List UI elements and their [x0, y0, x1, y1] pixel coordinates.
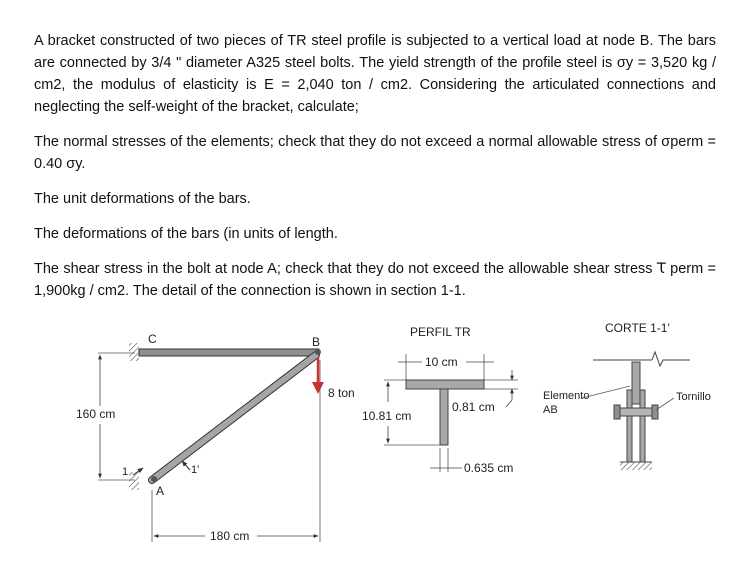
problem-paragraph-unit-deformations: The unit deformations of the bars.: [34, 191, 251, 207]
node-c-label: C: [148, 332, 157, 346]
pin-b: [315, 349, 321, 355]
bolt-label: Tornillo: [676, 391, 711, 403]
tr-profile-diagram: [362, 325, 518, 475]
load-arrow-head: [312, 382, 324, 394]
load-label: 8 ton: [328, 386, 355, 400]
web-thickness-label: 0.635 cm: [464, 461, 514, 475]
bolt: [618, 408, 654, 416]
section-mark-1p: 1': [191, 464, 200, 476]
bar-cb: [139, 349, 319, 356]
section-title: CORTE 1-1': [605, 321, 670, 335]
section-mark-1: 1: [122, 466, 129, 478]
profile-depth-label: 10.81 cm: [362, 409, 412, 423]
section-detail-diagram: [543, 321, 711, 470]
problem-paragraph-deformations: The deformations of the bars (in units of length.: [34, 226, 338, 242]
node-a-label: A: [156, 484, 165, 498]
break-line: [652, 352, 690, 366]
section-line-1p: [182, 461, 190, 470]
profile-flange: [406, 380, 484, 389]
problem-paragraph-stresses: The normal stresses of the elements; check that they do not exceed a normal allowable stress of σperm = 0.40 σy.: [34, 134, 716, 172]
flange-thickness-label: 0.81 cm: [452, 400, 495, 414]
profile-title: PERFIL TR: [410, 325, 471, 339]
bolt-head: [614, 405, 620, 419]
pin-a: [151, 476, 157, 482]
height-label: 160 cm: [76, 407, 116, 421]
profile-web: [440, 389, 448, 445]
problem-paragraph-intro: A bracket constructed of two pieces of TR steel profile is subjected to a vertical load at node B. The bars are connected by 3/4 " diameter A325 steel bolts. The yield strength of the profile steel is σy = 3,520 kg / cm2, the modulus of elasticity is E = 2,040 ton / cm2. Considering the articulated connections and neglecting the self-weight of the bracket, calculate;: [34, 33, 716, 115]
span-label: 180 cm: [210, 529, 250, 543]
problem-paragraph-shear: The shear stress in the bolt at node A; check that they do not exceed the allowable shear stress Ꚍ perm = 1,900kg / cm2. The detail of the connection is shown in section 1-1.: [34, 261, 716, 299]
node-b-label: B: [312, 335, 321, 349]
wall-support-c: [129, 343, 139, 361]
bolt-nut: [652, 405, 658, 419]
element-label: Elemento: [543, 390, 590, 402]
profile-width-label: 10 cm: [425, 355, 458, 369]
element-label-ab: AB: [543, 404, 558, 416]
section-plate-left: [627, 390, 632, 462]
section-upper-bar: [632, 362, 640, 404]
bracket-diagram: [76, 332, 355, 543]
figure: [0, 310, 741, 572]
problem-statement: [34, 30, 716, 315]
section-plate-right: [640, 390, 645, 462]
section-ground: [620, 462, 652, 470]
